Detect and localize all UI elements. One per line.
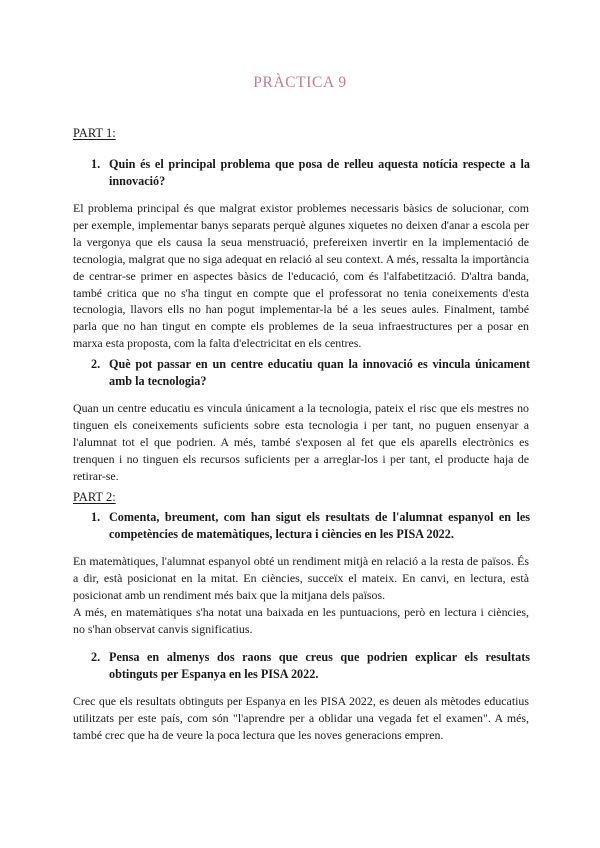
answer-text: Quan un centre educatiu es vincula únicament a la tecnologia, pateix el risc que els mestres no tinguen els coneixements suficients sobre esta tecnologia i per tant, no puguen ensenyar a l'alumnat tot el que podrien. A més, també s'exposen al fet que els aparells electrònics es trenquen i no tinguen els recursos suficients per a arreglar-los i per tant, el producte haja de retirar-se. [73, 401, 529, 483]
part1-answer-2 [73, 400, 529, 485]
question-text: Què pot passar en un centre educatiu quan la innovació es vincula únicament amb la tecnologia? [109, 357, 530, 388]
part2-question-2 [91, 649, 530, 683]
question-number: 2. [91, 650, 101, 664]
part1-answer-1 [73, 200, 529, 352]
part2-answer-2 [73, 693, 529, 744]
part1-heading: PART 1: [73, 126, 116, 140]
part2-heading: PART 2: [73, 490, 116, 504]
part1-question-2 [91, 356, 530, 390]
part1-question-1 [91, 156, 530, 190]
question-number: 2. [91, 357, 101, 371]
question-text: Pensa en almenys dos raons que creus que podrien explicar els resultats obtinguts per Espanya en les PISA 2022. [109, 650, 530, 681]
question-text: Quin és el principal problema que posa de relleu aquesta notícia respecte a la innovació? [109, 157, 530, 188]
answer-text: A més, en matemàtiques s'ha notat una baixada en les puntuacions, però en lectura i ciències, no s'han observat canvis significatius. [73, 604, 529, 636]
question-number: 1. [91, 157, 101, 171]
page-title: PRÀCTICA 9 [253, 74, 347, 91]
part2-question-1 [91, 509, 530, 543]
answer-text: El problema principal és que malgrat existor problemes necessaris bàsics de solucionar, com per exemple, implementar banys separats perquè algunes xiquetes no deixen d'anar a escola per la vergonya que els causa la seua menstruació, prefereixen invertir en la implementació de tecnologia, malgrat que no siga adequat en relació al seu context. A més, ressalta la importància de centrar-se primer en aspectes bàsics de l'educació, com és l'alfabetització. D'altra banda, també critica que no s'ha tingut en compte que el professorat no tenia coneixements d'esta tecnologia, llavors ells no han pogut implementar-la bé a les seues aules. Finalment, també parla que no han tingut en compte els problemes de la seua infraestructures per a posar en marxa esta proposta, com la falta d'electricitat en els centres. [73, 201, 529, 351]
part2-answer-1 [73, 553, 529, 638]
question-number: 1. [91, 510, 101, 524]
question-text: Comenta, breument, com han sigut els resultats de l'alumnat espanyol en les competències de matemàtiques, lectura i ciències en les PISA 2022. [109, 510, 530, 541]
answer-text: Crec que els resultats obtinguts per Espanya en les PISA 2022, es deuen als mètodes educatius utilitzats per este país, com són "l'aprendre per a oblidar una vegada fet el examen". A més, també crec que ha de veure la poca lectura que les noves generacions empren. [73, 694, 529, 742]
answer-text: En matemàtiques, l'alumnat espanyol obté un rendiment mitjà en relació a la resta de països. És a dir, està posicionat en la mitat. En ciències, succeïx el mateix. En canvi, en lectura, està posicionat amb un rendiment més baix que la mitjana dels països. [73, 554, 529, 602]
